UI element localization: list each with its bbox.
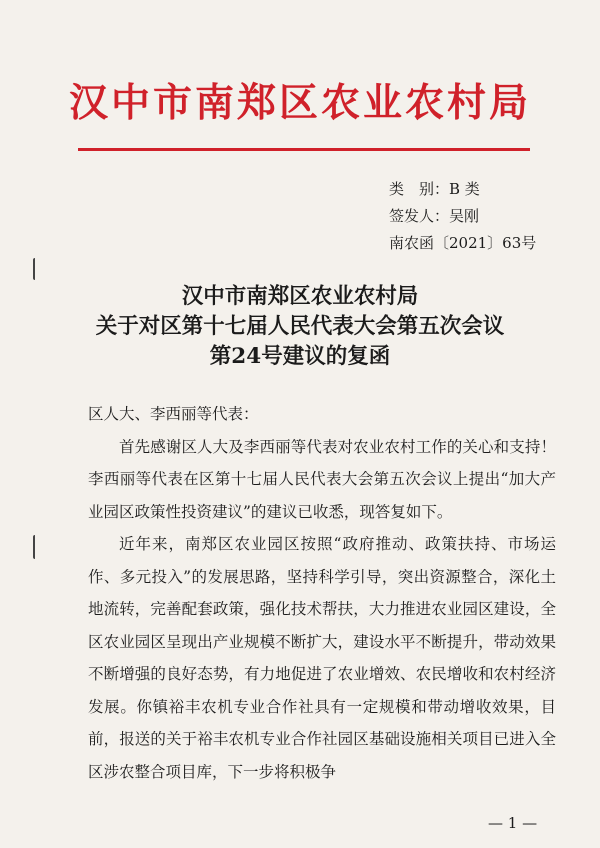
paragraph-1: 首先感谢区人大及李西丽等代表对农业农村工作的关心和支持！李西丽等代表在区第十七届人民代表大会第五次会议上提出“加大产业园区政策性投资建议”的建议已收悉，现答复如下。 [88,437,556,521]
page-number: — 1 — [488,814,538,832]
binding-mark [33,258,39,280]
title-line-3: 第24号建议的复函 [209,344,391,369]
category-line: 类 别：B 类 [389,180,480,198]
title-line-2: 关于对区第十七届人民代表大会第五次会议 [95,314,505,339]
document-meta [389,176,536,257]
paragraph-2: 近年来，南郑区农业园区按照“政府推动、政策扶持、市场运作、多元投入”的发展思路，坚持科学引导，突出资源整合，深化土地流转，完善配套政策，强化技术帮扶，大力推进农业园区建设，全区农业园区呈现出产业规模不断扩大，建设水平不断提升，带动效果不断增强的良好态势，有力地促进了农业增效、农民增收和农村经济发展。你镇裕丰农机专业合作社具有一定规模和带动增收效果，目前，报送的关于裕丰农机专业合作社园区基础设施相关项目已进入全区涉农整合项目库，下一步将积极争 [88,535,556,781]
signer-line: 签发人：吴刚 [389,207,480,225]
document-number: 南农函〔2021〕63号 [389,234,537,252]
salutation: 区人大、李西丽等代表： [88,405,259,423]
document-body [88,398,556,788]
title-line-1: 汉中市南郑区农业农村局 [181,284,419,309]
document-title [0,282,600,372]
binding-mark [33,535,39,559]
org-letterhead: 汉中市南郑区农业农村局 [68,80,531,126]
letterhead-divider [78,148,530,151]
